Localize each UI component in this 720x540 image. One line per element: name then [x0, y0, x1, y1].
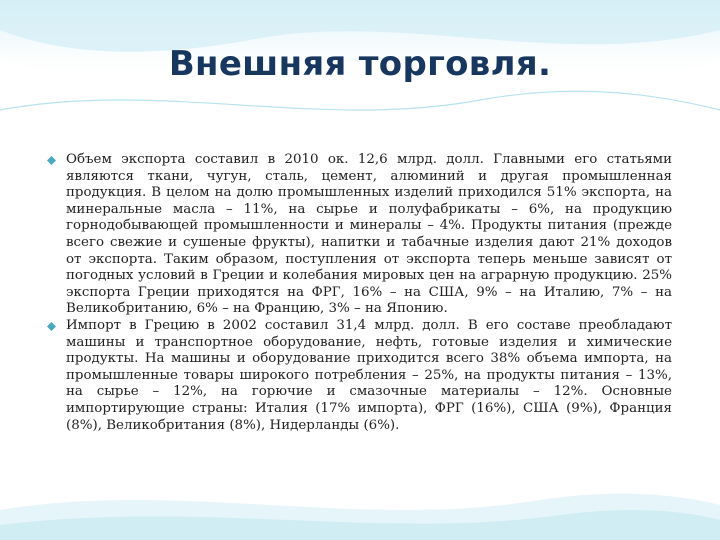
bullet-text: Импорт в Грецию в 2002 составил 31,4 млрд. долл. В его составе преобладают машины и транспортное оборудование, нефть, готовые изделия и химические продукты. На машины и оборудование приходится всего 38% объема импорта, на промышленные товары широкого потребления – 25%, на продукты питания – 13%, на сырье – 12%, на горючие и смазочные материалы – 12%. Основные импортирующие страны: Италия (17% импорта), ФРГ (16%), США (9%), Франция (8%), Великобритания (8%), Нидерланды (6%).	[66, 317, 672, 433]
slide-title: Внешняя торговля.	[168, 44, 552, 84]
bullet-import	[46, 318, 672, 434]
bullet-text: Объем экспорта составил в 2010 ок. 12,6 млрд. долл. Главными его статьями являются ткани, чугун, сталь, цемент, алюминий и другая промышленная продукция. В целом на долю промышленных изделий приходился 51% экспорта, на минеральные масла – 11%, на сырье и полуфабрикаты – 6%, на продукцию горнодобывающей промышленности и минералы – 4%. Продукты питания (прежде всего свежие и сушеные фрукты), напитки и табачные изделия дают 21% доходов от экспорта. Таким образом, поступления от экспорта теперь меньше зависят от погодных условий в Греции и колебания мировых цен на аграрную продукцию. 25% экспорта Греции приходятся на ФРГ, 16% – на США, 9% – на Италию, 7% – на Великобританию, 6% – на Францию, 3% – на Японию.	[66, 152, 672, 317]
slide-content	[46, 152, 672, 434]
bullet-icon	[47, 156, 56, 165]
bullet-icon	[47, 322, 56, 331]
bottom-wave-decoration	[0, 470, 720, 540]
bullet-export	[46, 152, 672, 318]
